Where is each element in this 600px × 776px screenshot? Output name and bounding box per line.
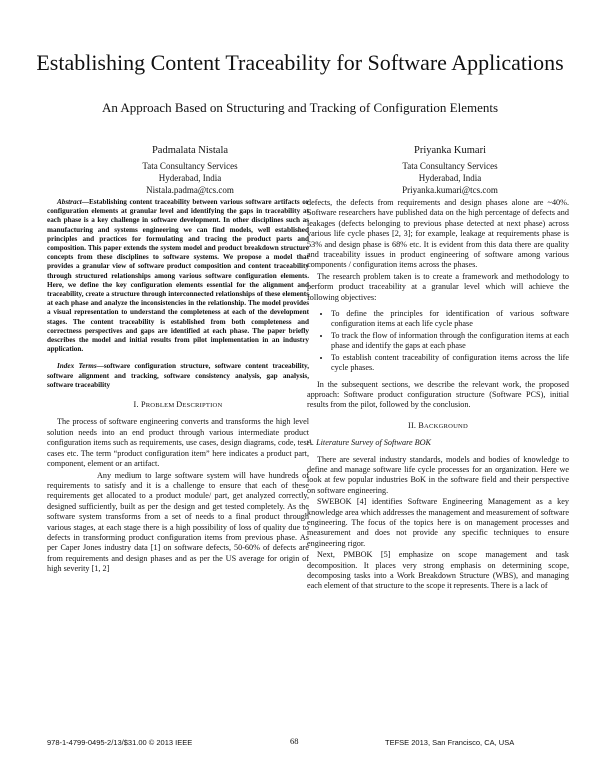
section-heading: II. BACKGROUND	[408, 420, 468, 430]
page-number: 68	[290, 736, 299, 746]
objectives-list	[307, 309, 569, 373]
abstract-text: —Establishing content traceability between various software artifacts or configuration elements at granular level and identifying the gaps in traceability at each phase is a key challenge in software development. In other disciplines such as manufacturing and systems engineering we can find models, well established principles and practices for formulating and tracing the product parts and composition. This paper extends the system model and product breakdown structure concepts from these disciplines to software systems. We propose a model that provides a granular view of software product composition and content traceability through structured relationships among various software configuration elements. Here, we define the key configuration elements essential for the alignment and traceability, create a structure through interconnected relationships of these elements at each phase and analyze the inconsistencies in the relationship. The model provides a visual representation to understand the completeness at each of the development stages. The content traceability is established from both completeness and correctness perspectives and gaps are identified at each phase. The paper briefly describes the model and initial results from pilot implementation in an industry application.	[47, 198, 309, 354]
paragraph: Any medium to large software system will have hundreds of requirements to satisfy and it is a challenge to ensure that each of these requirements get allocated to a product module/ part, get analyzed correctly, designed sufficiently, built as per the design and get tested completely. As the software system transforms from a set of needs to a final product through various stages, at each stage there is a high possibility of loss of quality due to defects in transforming product configuration items from previous phase. As per Caper Jones industry data [1] on software defects, 50-60% of defects are from requirements and design phases and as per the US average for origin of high severity [1, 2]	[47, 470, 309, 574]
author-email: Nistala.padma@tcs.com	[146, 185, 234, 195]
paper-subtitle: An Approach Based on Structuring and Tracking of Configuration Elements	[101, 100, 499, 115]
author-name: Priyanka Kumari	[413, 145, 487, 156]
paragraph: Next, PMBOK [5] emphasize on scope management and task decomposition. It places very strong emphasis on determining scope, decomposing tasks into a Work Breakdown Structure (WBS), and managing each element of that structure to the scope it represents. There is a lack of	[307, 550, 569, 591]
list-item: • To define the principles for identification of various software configuration items at each life cycle phase	[331, 309, 569, 330]
paragraph: There are several industry standards, models and bodies of knowledge to define and manage software life cycle processes for an organization. Here we look at few popular industries BoK in the software field and their perspective on software engineering.	[307, 454, 569, 495]
subsection-heading: A. Literature Survey of Software BOK	[307, 438, 432, 448]
author-name: Padmalata Nistala	[151, 145, 229, 156]
paragraph: The process of software engineering converts and transforms the high level solution needs into an end product through various intermediate product configuration items such as requirements, use cases, design diagrams, code, test cases etc. The term “product configuration item” here indicates a product part, component, element or an artifact.	[47, 417, 309, 469]
list-item: • To track the flow of information through the configuration items at each phase and identify the gaps at each phase	[331, 331, 569, 352]
author-org: Tata Consultancy Services	[142, 161, 238, 171]
author-email: Priyanka.kumari@tcs.com	[402, 185, 498, 195]
author-block	[90, 145, 290, 196]
index-terms-label: Index Terms	[57, 362, 97, 371]
index-terms	[47, 362, 309, 390]
paragraph: defects, the defects from requirements and design phases alone are ~40%. Software researchers have published data on the high percentage of defects and leakages (defects belonging to previous phase detected at next phase) across various life cycle phases [2, 3]; for example, leakage at requirements phase is 53% and design phase is 68% etc. It is evident from this data there are quality and traceability issues in product engineering of software among various components / configuration items across the phases.	[307, 198, 569, 270]
list-item: • To establish content traceability of configuration items across the life cycle phases.	[331, 353, 569, 374]
paragraph: The research problem taken is to create a framework and methodology to perform product traceability at a granular level which will achieve the following objectives:	[307, 271, 569, 302]
left-column	[47, 198, 309, 575]
paragraph: In the subsequent sections, we describe the relevant work, the proposed approach: Software product configuration structure (Software PCS), initial results from the pilot, followed by the conclusion.	[307, 379, 569, 410]
paragraph: SWEBOK [4] identifies Software Engineering Management as a key knowledge area which addresses the management and measurement of software engineering. The focus of the topics here is on management processes and measurement and does not provide any specific techniques to ensure engineering rigor.	[307, 497, 569, 548]
section-heading: I. PROBLEM DESCRIPTION	[133, 400, 223, 410]
abstract-label: Abstract	[57, 198, 82, 206]
right-column	[307, 198, 569, 592]
author-city: Hyderabad, India	[158, 173, 222, 183]
footer-venue: TEFSE 2013, San Francisco, CA, USA	[385, 738, 515, 747]
footer-isbn: 978-1-4799-0495-2/13/$31.00 © 2013 IEEE	[47, 738, 193, 747]
index-terms-text: —software configuration structure, software content traceability, software alignment and tracking, software consistency analysis, gap analysis, software traceability	[47, 362, 310, 389]
abstract	[47, 198, 309, 354]
author-org: Tata Consultancy Services	[402, 161, 498, 171]
paper-title: Establishing Content Traceability for Software Applications	[36, 50, 564, 75]
author-city: Hyderabad, India	[418, 173, 482, 183]
author-block	[350, 145, 550, 196]
